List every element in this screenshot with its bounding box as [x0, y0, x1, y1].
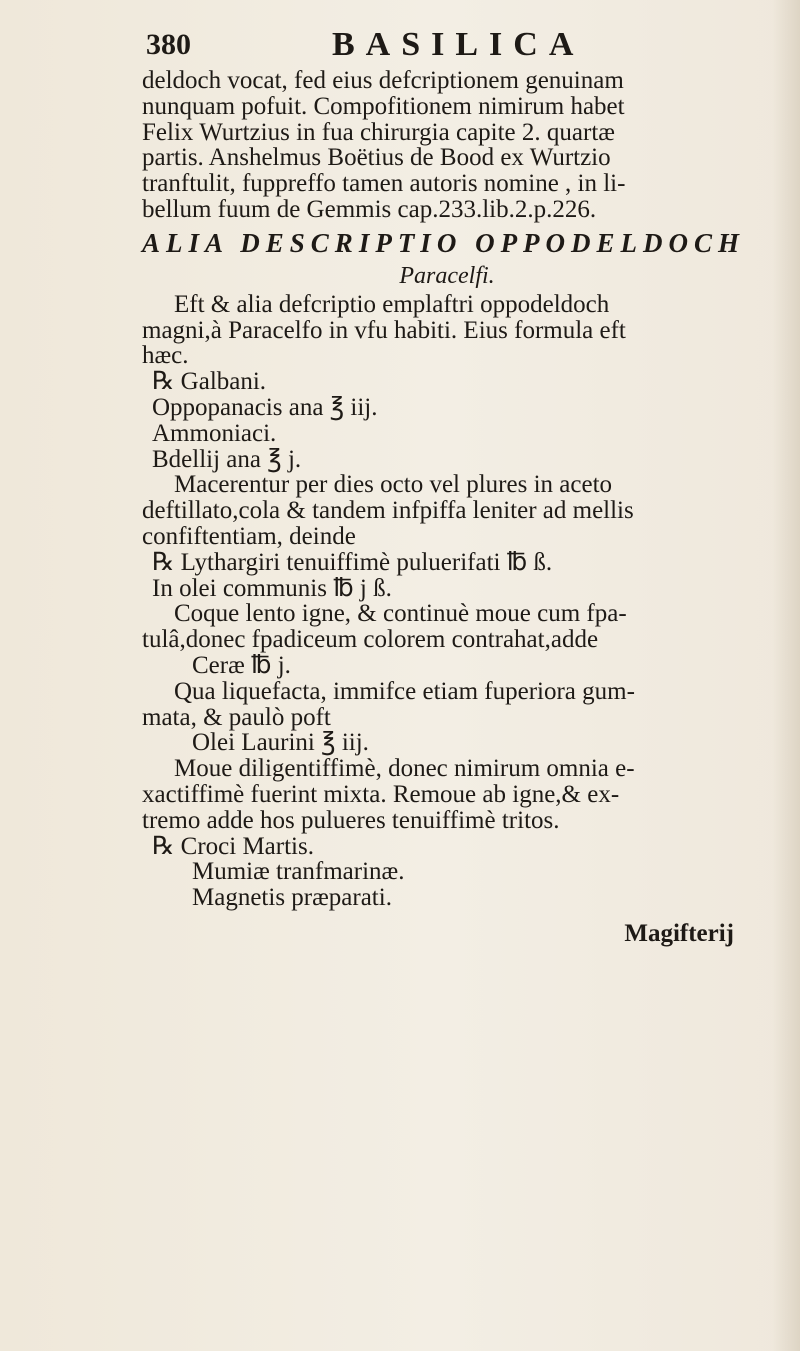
text-line: nunquam pofuit. Compofitionem nimirum habet: [142, 92, 625, 120]
text-block: [142, 68, 782, 947]
recipe-ingredient: ℞ Croci Martis.: [152, 832, 314, 860]
paragraph-start: Qua liquefacta, immifce etiam fuperiora gum-: [174, 677, 635, 705]
recipe-ingredient: Ammoniaci.: [152, 419, 277, 447]
section-subheading: Paracelfi.: [399, 262, 495, 289]
recipe-ingredient: In olei communis ℔ j ß.: [152, 574, 392, 602]
text-line: tremo adde hos pulueres tenuiffimè tritos.: [142, 806, 560, 834]
text-line: mata, & paulò poft: [142, 703, 331, 731]
recipe-ingredient: ℞ Galbani.: [152, 368, 267, 396]
page-number: 380: [146, 28, 191, 61]
recipe-ingredient: Olei Laurini ℥ iij.: [192, 729, 369, 757]
catchword: Magifterij: [624, 919, 734, 947]
paragraph-start: Moue diligentiffimè, donec nimirum omnia e-: [174, 755, 635, 783]
recipe-ingredient: ℞ Lythargiri tenuiffimè puluerifati ℔ ß.: [152, 548, 553, 576]
paragraph-start: Coque lento igne, & continuè moue cum fpa-: [174, 600, 627, 628]
recipe-ingredient: Mumiæ tranfmarinæ.: [192, 858, 405, 886]
section-heading: ALIA DESCRIPTIO OPPODELDOCH: [142, 227, 746, 258]
text-line: xactiffimè fuerint mixta. Remoue ab igne,& ex-: [142, 780, 620, 808]
page-header: [124, 22, 644, 66]
running-head: BASILICA: [332, 26, 585, 63]
text-line: deldoch vocat, fed eius defcriptionem genuinam: [142, 67, 624, 94]
text-line: bellum fuum de Gemmis cap.233.lib.2.p.226.: [142, 195, 597, 223]
paragraph-start: Macerentur per dies octo vel plures in aceto: [174, 471, 613, 499]
text-line: tranftulit, fuppreffo tamen autoris nomine , in li-: [142, 170, 626, 198]
text-line: magni,à Paracelfo in vfu habiti. Eius formula eft: [142, 316, 626, 344]
recipe-ingredient: Magnetis præparati.: [192, 884, 392, 912]
recipe-ingredient: Bdellij ana ℥ j.: [152, 445, 302, 473]
text-line: confiftentiam, deinde: [142, 522, 356, 550]
text-line: tulâ,donec fpadiceum colorem contrahat,adde: [142, 626, 599, 654]
paragraph-start: Eft & alia defcriptio emplaftri oppodeldoch: [174, 290, 610, 318]
text-line: partis. Anshelmus Boëtius de Bood ex Wurtzio: [142, 144, 611, 172]
recipe-ingredient: Oppopanacis ana ℥ iij.: [152, 393, 378, 421]
text-line: hæc.: [142, 342, 189, 370]
text-line: deftillato,cola & tandem infpiffa leniter ad mellis: [142, 497, 634, 525]
text-line: Felix Wurtzius in fua chirurgia capite 2. quartæ: [142, 118, 615, 146]
recipe-ingredient: Ceræ ℔ j.: [192, 651, 291, 679]
